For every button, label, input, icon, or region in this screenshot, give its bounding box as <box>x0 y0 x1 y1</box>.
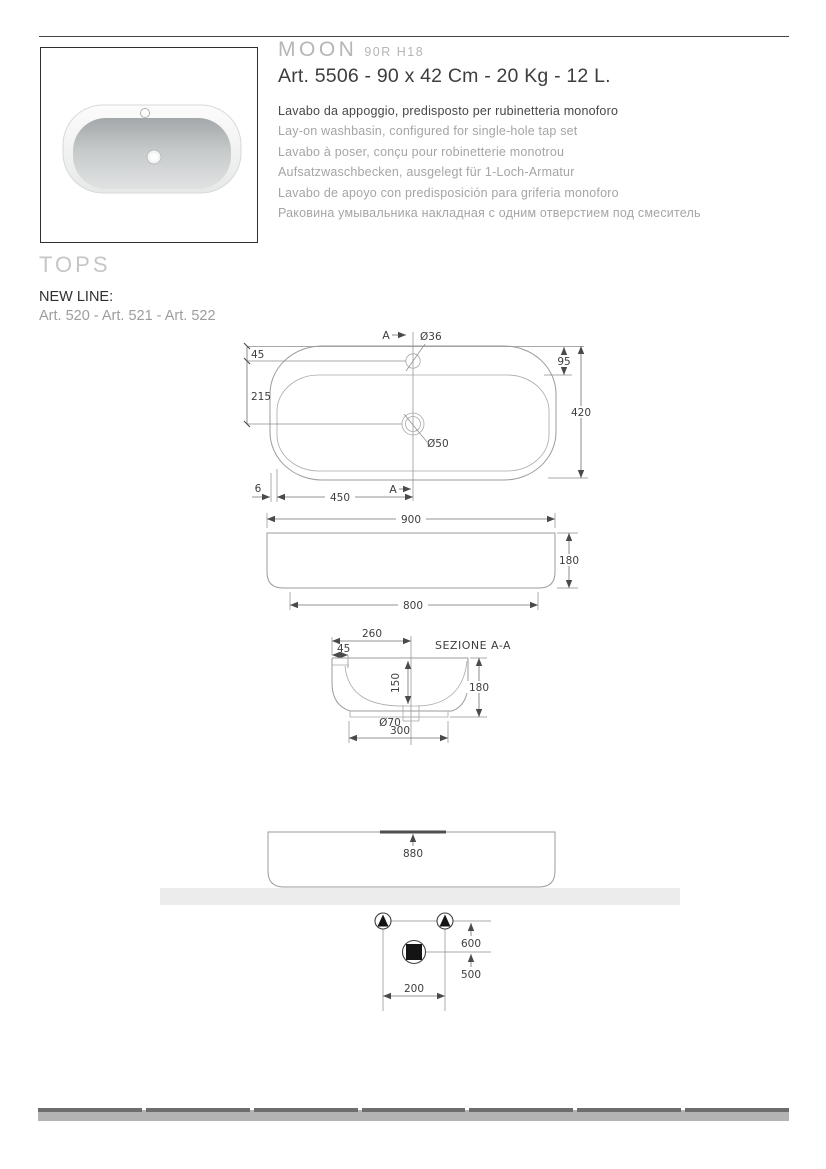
plan-section-marker-bottom: A <box>389 483 397 496</box>
drain-hole-inner <box>150 153 158 161</box>
plan-dim-6: 6 <box>254 483 262 495</box>
section-dim-150: 150 <box>390 672 402 694</box>
description-ru: Раковина умывальника накладная с одним отверстием под смеситель <box>278 206 701 221</box>
installation-dim-880: 880 <box>402 848 424 860</box>
section-dim-180: 180 <box>468 682 490 694</box>
new-line-block <box>39 289 216 324</box>
front-view-drawing <box>267 513 582 612</box>
front-dim-800: 800 <box>402 600 424 612</box>
description-it: Lavabo da appoggio, predisposto per rubinetteria monoforo <box>278 104 619 118</box>
section-bowl-profile <box>345 661 467 706</box>
footer-segment <box>469 1108 573 1112</box>
plan-dim-420: 420 <box>570 407 592 419</box>
description-en: Lay-on washbasin, configured for single-hole tap set <box>278 124 578 139</box>
section-drain-label: Ø70 <box>379 717 401 729</box>
plan-view-drawing <box>247 329 595 504</box>
section-title: SEZIONE A-A <box>435 639 512 652</box>
description-fr: Lavabo à poser, conçu pour robinetterie monotrou <box>278 144 565 159</box>
footer-segment <box>362 1108 466 1112</box>
plan-tap-hole-label: Ø36 <box>420 331 442 343</box>
counter-band <box>160 888 680 905</box>
new-line-label: NEW LINE: <box>39 289 114 305</box>
footer-segment <box>685 1108 789 1112</box>
section-dim-300: 300 <box>389 725 411 737</box>
top-rule <box>39 36 789 37</box>
tap-hole <box>141 109 150 118</box>
installation-drawing <box>160 832 680 1011</box>
section-view-drawing <box>332 628 511 745</box>
footer-segment <box>146 1108 250 1112</box>
front-outline <box>267 533 555 588</box>
footer-bar-body <box>38 1110 789 1121</box>
installation-dim-600: 600 <box>460 938 482 950</box>
footer-segment <box>577 1108 681 1112</box>
product-series-line <box>278 38 798 62</box>
plan-dim-95: 95 <box>557 356 571 368</box>
footer-bar <box>38 1108 789 1122</box>
technical-drawings <box>150 325 690 1015</box>
front-dim-180: 180 <box>558 555 580 567</box>
category-title: TOPS <box>39 252 111 277</box>
description-de: Aufsatzwaschbecken, ausgelegt für 1-Loch-Armatur <box>278 165 575 180</box>
front-dim-900: 900 <box>400 514 422 526</box>
series-name: MOON <box>278 38 358 61</box>
description-es: Lavabo de apoyo con predisposición para griferia monoforo <box>278 185 619 200</box>
footer-segments <box>38 1108 789 1112</box>
new-line-articles: Art. 520 - Art. 521 - Art. 522 <box>39 308 216 324</box>
plan-dim-215: 215 <box>251 391 272 403</box>
description-list <box>278 101 798 223</box>
section-dim-260: 260 <box>361 628 383 640</box>
plan-dim-45: 45 <box>251 349 265 361</box>
footer-segment <box>38 1108 142 1112</box>
section-dim-45: 45 <box>337 643 351 655</box>
installation-dim-500: 500 <box>460 969 482 981</box>
footer-segment <box>254 1108 358 1112</box>
washbasin-photo-illustration <box>41 48 257 241</box>
product-photo <box>40 47 258 243</box>
plan-section-marker-top: A <box>382 329 390 342</box>
plan-dim-450: 450 <box>329 492 351 504</box>
plan-drain-label: Ø50 <box>427 438 449 450</box>
installation-dim-200: 200 <box>403 983 425 995</box>
header <box>278 38 798 223</box>
article-line: Art. 5506 - 90 x 42 Cm - 20 Kg - 12 L. <box>278 65 611 87</box>
series-variant: 90R H18 <box>364 45 425 59</box>
